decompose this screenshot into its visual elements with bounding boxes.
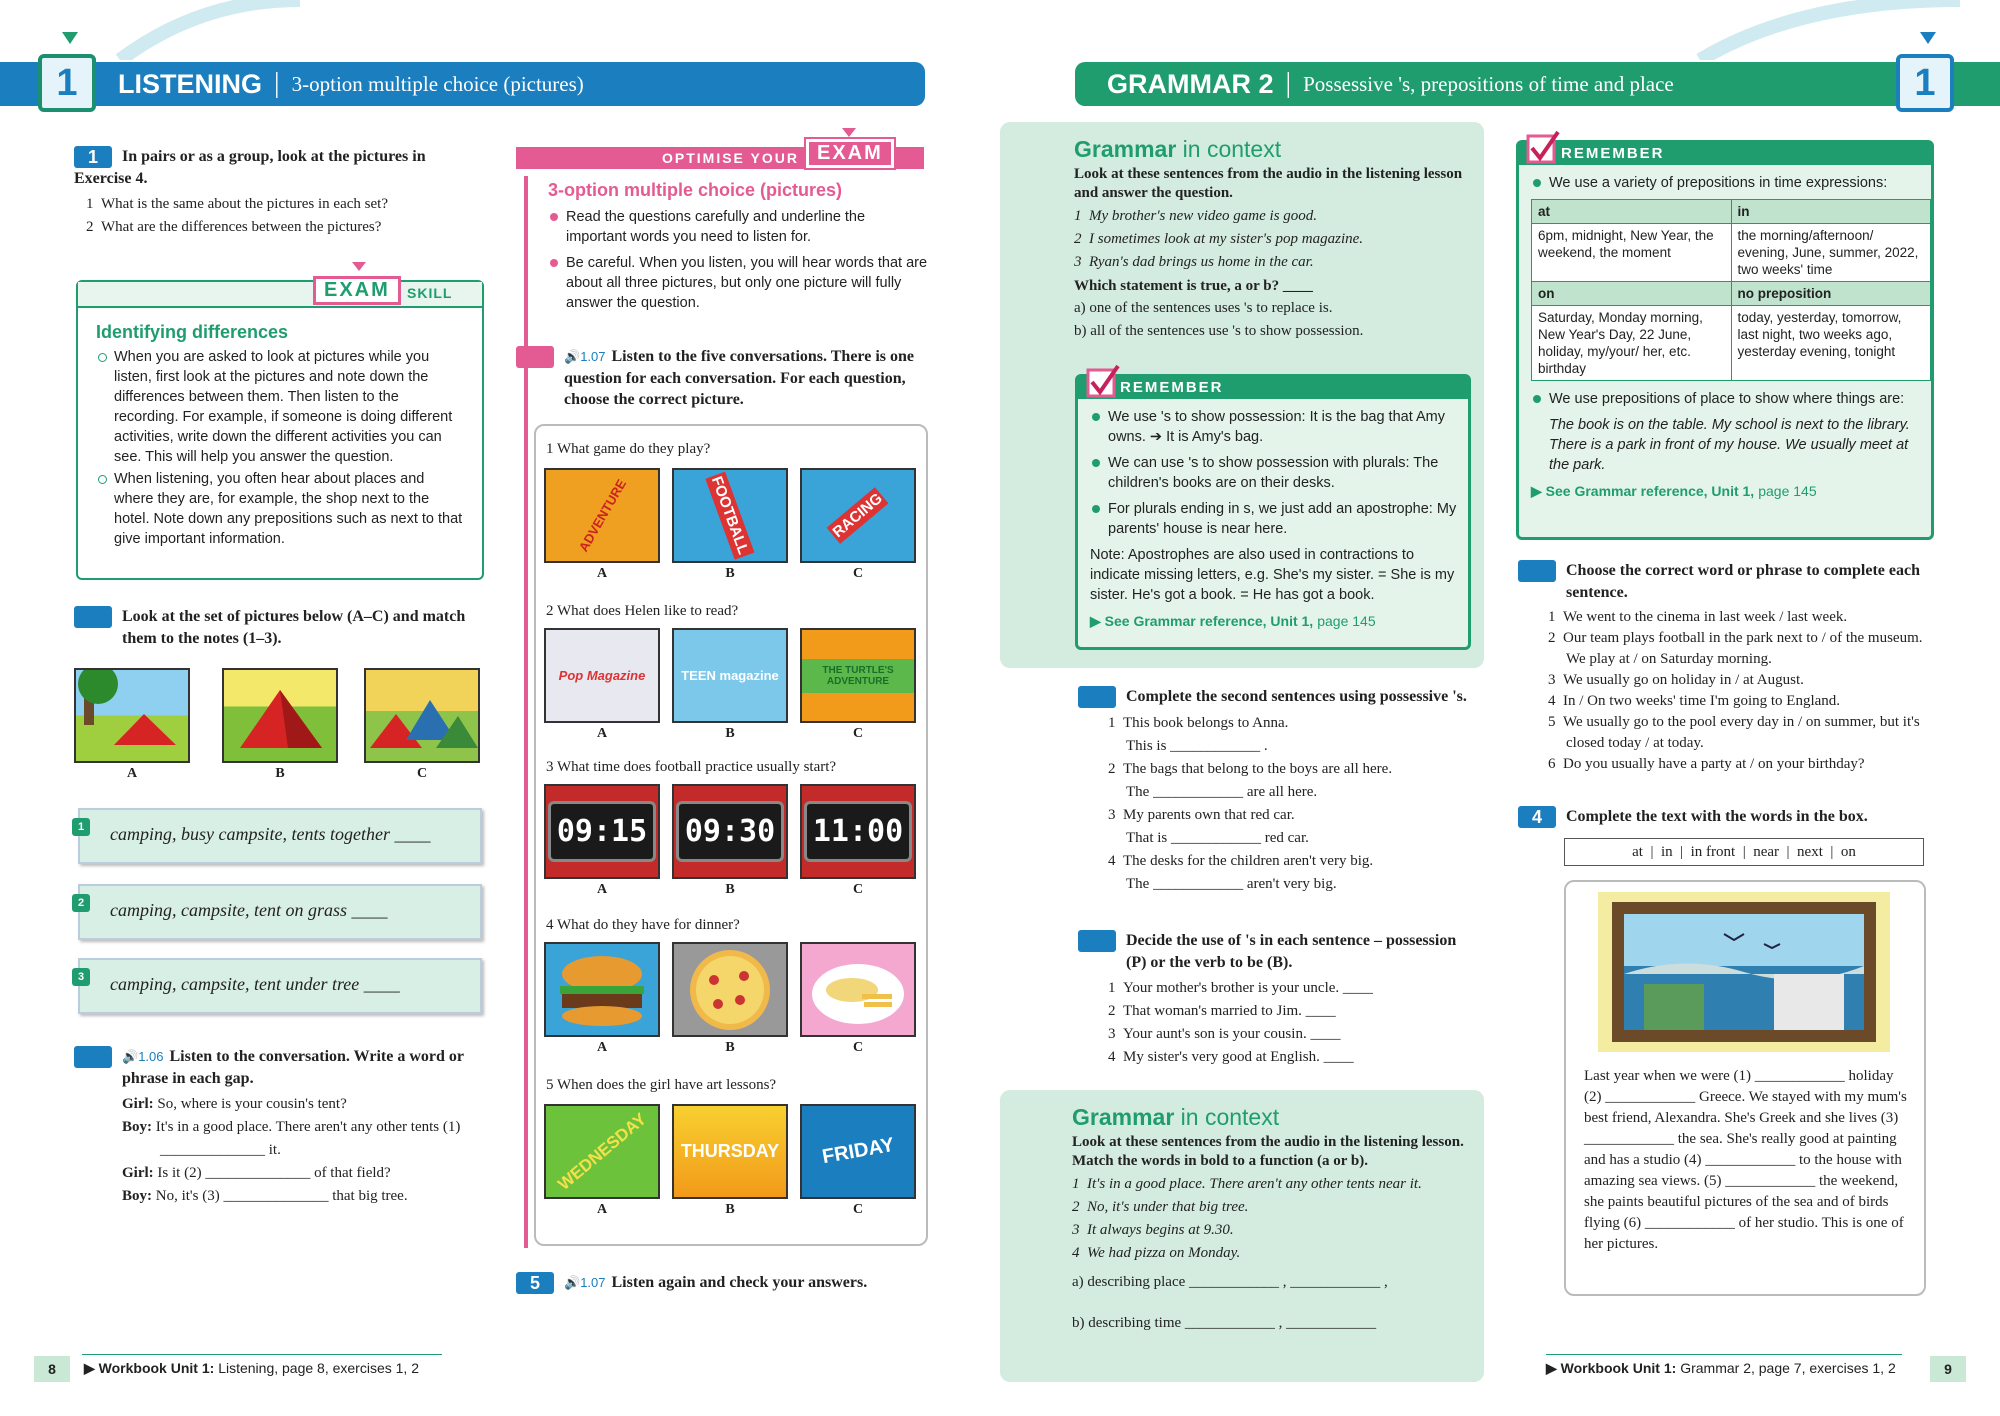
page-number: 8 (34, 1356, 70, 1382)
question-text: 2 What does Helen like to read? (546, 603, 739, 619)
tent-picture-a (74, 668, 190, 763)
exercise-number: 2 (1078, 930, 1116, 952)
remember-tag: REMEMBER (1078, 377, 1468, 399)
exercise-instruction: Listen to the five conversations. There is one question for each conversation. For each question, choose the correct picture. (564, 348, 914, 409)
note-box-2: 2 camping, campsite, tent on grass ____ (78, 884, 482, 940)
answer-picture[interactable]: THE TURTLE'S ADVENTURE (800, 628, 916, 723)
rule: We use a variety of prepositions in time expressions: (1531, 173, 1923, 193)
exercise-number: 5 (516, 1272, 554, 1294)
exercise-number: 1 (1078, 686, 1116, 708)
page-number: 9 (1930, 1356, 1966, 1382)
answer-picture[interactable] (672, 942, 788, 1037)
grammar-in-context-2: Grammar in context Look at these sentences from the audio in the listening lesson. Match the words in bold to a function (a or b). 1 It's in a good place. There aren't any other tents near it. 2 No, it's under that big tree. 3 It always begins at 9.30. 4 We had pizza on Monday. a) describing place ____________ , ____________ , b) describing time ____________ , ____________ (1072, 1104, 1476, 1335)
pointer-icon (842, 128, 856, 137)
answer-picture[interactable] (800, 942, 916, 1037)
workbook-reference: Grammar 2, page 7, exercises 1, 2 (1680, 1360, 1896, 1376)
dialogue-line: No, it's (3) ______________ that big tree. (155, 1188, 408, 1205)
workbook-label: ▶ Workbook Unit 1: (1546, 1360, 1677, 1376)
exercise-instruction: Look at the set of pictures below (A–C) and match them to the notes (1–3). (122, 608, 466, 648)
note-text: camping, campsite, tent under tree ____ (110, 974, 400, 994)
answer-picture[interactable]: THURSDAY (672, 1104, 788, 1199)
grammar-in-context-1: Grammar in context Look at these sentences from the audio in the listening lesson and answer the question. 1 My brother's new video game is good. 2 I sometimes look at my sister's pop magazine. 3 Ryan's dad brings us home in the car. Which statement is true, a or b? ____ a) one of the sentences uses 's to replace is. b) all of the sentences use 's to show possession. (1074, 136, 1474, 343)
question-text: 4 What do they have for dinner? (546, 917, 740, 933)
skill-tip: When you are asked to look at pictures while you listen, first look at the pictures and note down the differences between them. Then listen to the recording. For example, if someone is doing different activities, write down the different activities you can see. This will help you answer the question. (96, 347, 466, 467)
exercise-4 (505, 346, 934, 410)
dialogue-line: So, where is your cousin's tent? (157, 1096, 347, 1113)
exam-tag: EXAM (806, 139, 894, 168)
pink-margin-rule (524, 176, 528, 1248)
exercise-1: 1 In pairs or as a group, look at the pictures in Exercise 4. 1 What is the same about the pictures in each set? 2 What are the differences between the pictures? (74, 147, 426, 236)
skill-tag: SKILL (407, 285, 453, 301)
answer-picture[interactable]: RACING (800, 468, 916, 563)
checkmark-icon (1526, 130, 1562, 166)
exercise-number: 4 (1518, 806, 1556, 828)
section-subtitle: Possessive 's, prepositions of time and place (1303, 71, 1674, 96)
remember-box-1: REMEMBER We use 's to show possession: It is the bag that Amy owns. ➔ It is Amy's bag. We can use 's to show possession with plurals: The children's books are on their desks. For plurals ending in s, we just add an apostrophe: My parents' house is near here. Note: Apostrophes are also used in contractions to indicate missing letters, e.g. She's my sister. = She is my sister. He's got a book. = He has got a book. ▶ See Grammar reference, Unit 1, page 145 (1075, 374, 1471, 650)
answer-picture[interactable]: ADVENTURE (544, 468, 660, 563)
rule: For plurals ending in s, we just add an apostrophe: My parents' house is near here. (1090, 499, 1458, 539)
skill-tip: When listening, you often hear about places and where they are, for example, the shop next to the hotel. Note down any prepositions such as next to that give important information. (96, 469, 466, 549)
option-a: a) describing place ____________ , ____________ , (1072, 1274, 1388, 1290)
note: Note: Apostrophes are also used in contractions to indicate missing letters, e.g. She's my sister. = She is my sister. He's got a book. = He has got a book. (1090, 547, 1455, 603)
exercise-instruction: Listen again and check your answers. (611, 1274, 868, 1291)
unit-number-badge: 1 (38, 54, 96, 112)
note-box-3: 3 camping, campsite, tent under tree ____ (78, 958, 482, 1014)
picture-label: C (416, 766, 428, 781)
grammar-reference-link[interactable]: ▶ See Grammar reference, Unit 1, (1531, 483, 1755, 499)
grammar-exercise-3: 3 Choose the correct word or phrase to complete each sentence. 1 We went to the cinema in last week / last week. 2 Our team plays football in the park next to / of the museum. We play at / on Saturday morning. 3 We usually go on holiday in / at August. 4 In / On two weeks' time I'm going to England. 5 We usually go to the pool every day in / on summer, but it's closed today / at today. 6 Do you usually have a party at / on your birthday? (1507, 561, 1923, 773)
option-b: b) all of the sentences use 's to show possession. (1074, 323, 1364, 339)
question: Which statement is true, a or b? ____ (1074, 278, 1313, 294)
picture-label: B (275, 766, 285, 781)
audio-icon[interactable]: 🔊 (564, 1275, 581, 1290)
answer-picture[interactable]: 09:30 (672, 784, 788, 879)
tip: Be careful. When you listen, you will hear words that are about all three pictures, but only one picture will fully answer the question. (548, 253, 928, 313)
grammar-exercise-4 (1518, 806, 1938, 828)
list-item: What is the same about the pictures in each set? (101, 196, 388, 213)
workbook-label: ▶ Workbook Unit 1: (84, 1360, 215, 1376)
example-sentence: I sometimes look at my sister's pop magazine. (1089, 231, 1364, 247)
list-item: What are the differences between the pictures? (101, 219, 382, 236)
example-sentence: My brother's new video game is good. (1089, 208, 1318, 224)
decorative-header-arcs (0, 0, 2000, 60)
tent-picture-c (364, 668, 480, 763)
question-text: 3 What time does football practice usually start? (546, 759, 837, 775)
answer-picture[interactable]: Pop Magazine (544, 628, 660, 723)
answer-picture[interactable]: FOOTBALL (672, 468, 788, 563)
optimise-banner: OPTIMISE YOUR EXAM (516, 147, 924, 169)
note-box-1: 1 camping, busy campsite, tents together ____ (78, 808, 482, 864)
word-box: at | in | in front | near | next | on (1564, 838, 1924, 866)
section-title: LISTENING (118, 68, 263, 99)
workbook-reference: Listening, page 8, exercises 1, 2 (218, 1360, 419, 1376)
tent-picture-b (222, 668, 338, 763)
section-title: GRAMMAR 2 (1107, 68, 1274, 99)
exercise-instruction: Complete the second sentences using possessive 's. (1126, 688, 1467, 705)
audio-track: 1.06 (138, 1049, 164, 1064)
instruction: Look at these sentences from the audio in the listening lesson and answer the question. (1074, 166, 1463, 201)
exercise-2 (63, 606, 484, 649)
answer-picture[interactable]: FRIDAY (800, 1104, 916, 1199)
answer-picture[interactable]: TEEN magazine (672, 628, 788, 723)
audio-track: 1.07 (580, 349, 606, 364)
painting-picture (1598, 892, 1890, 1052)
rule: We use 's to show possession: It is the bag that Amy owns. ➔ It is Amy's bag. (1090, 407, 1458, 447)
section-subtitle: 3-option multiple choice (pictures) (291, 71, 584, 96)
example-sentence: Ryan's dad brings us home in the car. (1089, 254, 1314, 270)
exam-tag: EXAM (313, 276, 401, 305)
exercise-number: 4 (516, 346, 554, 368)
box-heading: Identifying differences (96, 322, 289, 342)
rule: We use prepositions of place to show where things are: (1531, 389, 1923, 409)
exam-skill-box (76, 280, 484, 580)
answer-picture[interactable]: 11:00 (800, 784, 916, 879)
answer-picture[interactable]: WEDNESDAY (544, 1104, 660, 1199)
exercise-number: 1 (74, 146, 112, 168)
grammar-header-bar: GRAMMAR 2 | Possessive 's, prepositions of time and place (1075, 62, 2000, 106)
rule: We can use 's to show possession with plurals: The children's books are on their desks. (1090, 453, 1458, 493)
example: The book is on the table. My school is next to the library. There is a park in front of my house. We usually meet at the park. (1549, 417, 1910, 473)
question-text: 1 What game do they play? (546, 441, 711, 457)
answer-picture[interactable]: 09:15 (544, 784, 660, 879)
cloze-text: Last year when we were (1) ____________ holiday (2) ____________ Greece. We stayed with my mum's best friend, Alexandra. She's Greek and she lives (3) ____________ the sea. She's really good at painting and has a studio (4) ____________ to the house with amazing sea views. (5) ____________ the weekend, she paints beautiful pictures of the sea and of birds flying (6) ____________ of her studio. This is one of her pictures. (1584, 1068, 1907, 1252)
grammar-exercise-2: 2 Decide the use of 's in each sentence – possession (P) or the verb to be (B). 1 Your mother's brother is your uncle. ____ 2 That woman's married to Jim. ____ 3 Your aunt's son is your cousin. ____ 4 My sister's very good at English. ____ (1067, 931, 1457, 1066)
exercise-instruction: Listen to the conversation. Write a word or phrase in each gap. (122, 1048, 464, 1088)
unit-number-badge: 1 (1896, 54, 1954, 112)
exercise-instruction: Choose the correct word or phrase to complete each sentence. (1566, 562, 1920, 602)
prepositions-table: at in 6pm, midnight, New Year, the weekend, the moment the morning/afternoon/ evening, June, summer, 2022, two weeks' time on no preposition Saturday, Monday morning, New Year's Day, 22 June, holiday, my/your/ her, etc. birthday today, yesterday, tomorrow, last night, two weeks ago, yesterday evening, tonight (1531, 199, 1931, 381)
exercise-instruction: Decide the use of 's in each sentence – possession (P) or the verb to be (B). (1126, 932, 1457, 972)
audio-icon[interactable]: 🔊 (564, 349, 581, 364)
instruction: Look at these sentences from the audio in the listening lesson. Match the words in bold to a function (a or b). (1072, 1134, 1464, 1169)
exercise-3: 3 🔊1.06 Listen to the conversation. Write a word or phrase in each gap. Girl: So, where is your cousin's tent? Boy: It's in a good place. There aren't any other tents (1) ______________ it. Girl: Is it (2) ______________ of that field? Boy: No, it's (3) ______________ that big tree. (63, 1047, 464, 1205)
box-heading: 3-option multiple choice (pictures) (548, 180, 843, 200)
optimise-tips (548, 180, 928, 319)
listening-header-bar: LISTENING | 3-option multiple choice (pictures) (0, 62, 925, 106)
audio-icon[interactable]: 🔊 (122, 1049, 139, 1064)
exercise-number: 3 (1518, 560, 1556, 582)
remember-box-2: REMEMBER We use a variety of prepositions in time expressions: at in 6pm, midnight, New Year, the weekend, the moment the morning/afternoon/ evening, June, summer, 2022, two weeks' time on no preposition Saturday, Monday morning, New Year's Day, 22 June, holiday, my/your/ her, etc. birthday today, yesterday, tomorrow, last night, two weeks ago, yesterday evening, tonight We use prepositions of place to show where things are: The book is on the table. My school is next to the library. There is a park in front of my house. We usually meet at the park. ▶ See Grammar reference, Unit 1, page 145 (1516, 140, 1934, 540)
pointer-icon (352, 262, 366, 271)
option-a: a) one of the sentences uses 's to replace is. (1074, 300, 1333, 316)
question-text: 5 When does the girl have art lessons? (546, 1077, 777, 1093)
triangle-marker-icon (62, 32, 78, 44)
checkmark-icon (1086, 364, 1122, 400)
exercise-5 (516, 1272, 934, 1294)
exercise-number: 2 (74, 606, 112, 628)
tip: Read the questions carefully and underline the important words you need to listen for. (548, 207, 928, 247)
dialogue-line: It's in a good place. There aren't any other tents (1) ______________ it. (155, 1119, 461, 1159)
picture-label: A (126, 766, 138, 781)
dialogue-line: Is it (2) ______________ of that field? (157, 1165, 391, 1182)
answer-picture[interactable] (544, 942, 660, 1037)
option-b: b) describing time ____________ , ____________ (1072, 1315, 1377, 1331)
exercise-instruction: Complete the text with the words in the box. (1566, 808, 1868, 825)
note-text: camping, busy campsite, tents together ____ (110, 824, 431, 844)
exercise-instruction: In pairs or as a group, look at the pictures in Exercise 4. (74, 148, 426, 188)
exercise-number: 3 (74, 1046, 112, 1068)
remember-tag: REMEMBER (1519, 143, 1931, 165)
grammar-reference-link[interactable]: ▶ See Grammar reference, Unit 1, (1090, 613, 1314, 629)
audio-track: 1.07 (580, 1275, 606, 1290)
note-text: camping, campsite, tent on grass ____ (110, 900, 388, 920)
grammar-exercise-1: 1 Complete the second sentences using possessive 's. 1 This book belongs to Anna. This is ____________ . 2 The bags that belong to the boys are all here. The ____________ are all here. 3 My parents own that red car. That is ____________ red car. 4 The desks for the children aren't very big. The ____________ aren't very big. (1067, 687, 1467, 893)
